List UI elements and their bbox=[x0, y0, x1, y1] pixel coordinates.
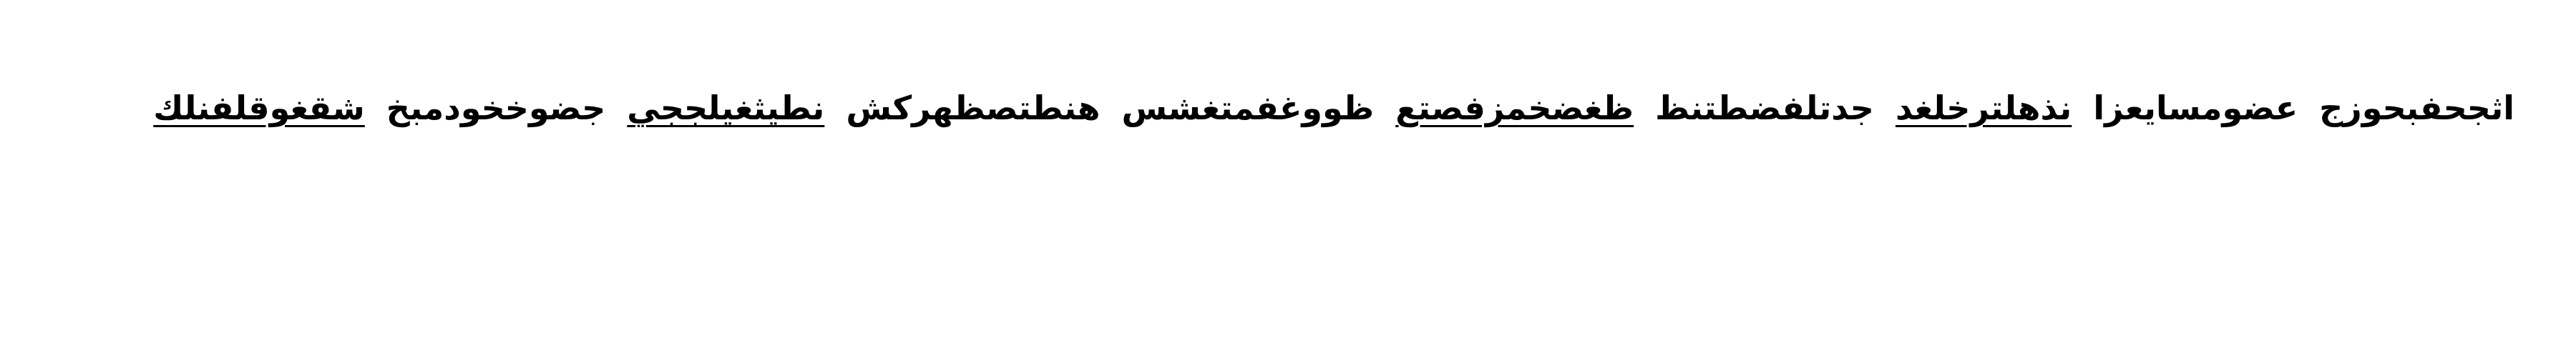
word-7: جدتلفضطتنظ bbox=[1655, 89, 1874, 127]
word-2: جضوخخودمبخ bbox=[386, 89, 606, 127]
arabic-text-line bbox=[143, 84, 2514, 131]
word-8: نذهلترخلغد bbox=[1895, 89, 2072, 127]
word-9: عضومسايعزا bbox=[2093, 89, 2298, 127]
word-5: ظووغفمتغشس bbox=[1121, 89, 1375, 127]
word-10: اثجحفبحوزج bbox=[2319, 89, 2514, 127]
word-3: نطيثغيلججي bbox=[627, 89, 825, 127]
word-4: هنطتصظهركش bbox=[846, 89, 1101, 127]
word-1: شقغوقلفنلك bbox=[153, 89, 365, 127]
word-6: ظغضخمزفصتع bbox=[1395, 89, 1634, 127]
